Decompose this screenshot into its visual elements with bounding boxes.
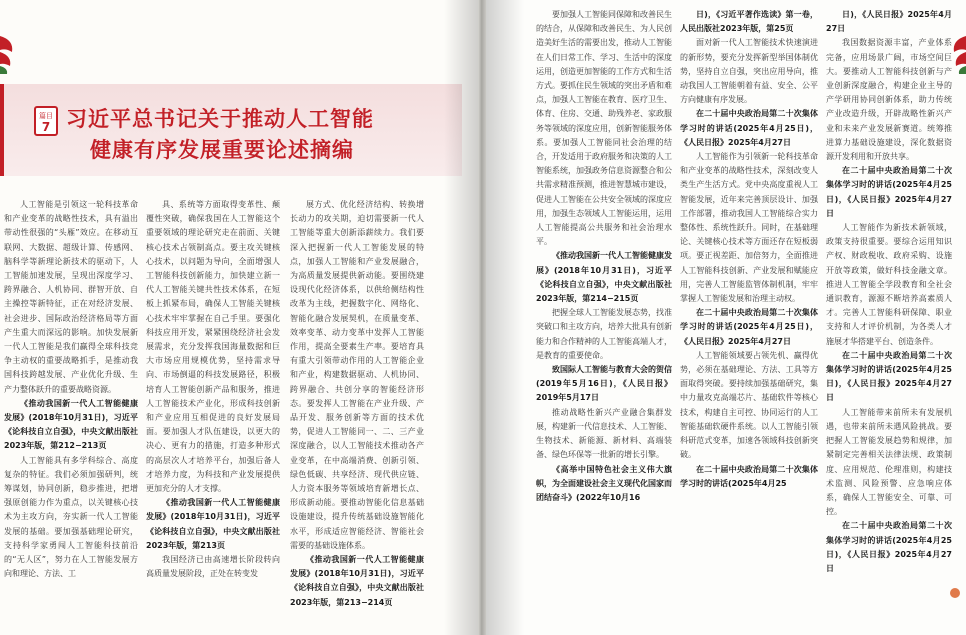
quote-paragraph: 推动战略性新兴产业融合集群发展，构建新一代信息技术、人工智能、生物技术、新能源、新材料、高端装备、绿色环保等一批新的增长引擎。 <box>536 407 672 460</box>
quote-paragraph: 展方式、优化经济结构、转换增长动力的攻关期，迫切需要新一代人工智能等重大创新添薪续力。我们要深入把握新一代人工智能发展的特点，加强人工智能和产业发展融合，为高质量发展提供新动能。要围绕建设现代化经济体系，以供给侧结构性改革为主线，把握数字化、网络化、智能化融合发展契机，在质量变革、效率变革、动力变革中发挥人工智能作用，提高全要素生产率。要培育具有重大引领带动作用的人工智能企业和产业，构建数据驱动、人机协同、跨界融合、共创分享的智能经济形态。要发挥人工智能在产业升级、产品开发、服务创新等方面的技术优势，促进人工智能同一、二、三产业深度融合，以人工智能技术推动各产业变革，在中高端消费、创新引领、绿色低碳、共享经济、现代供应链、人力资本服务等领域培育新增长点、形成新动能。要推动智能化信息基础设施建设，提升传统基础设施智能化水平，形成适应智能经济、智能社会需要的基础设施体系。 <box>290 200 424 550</box>
quote-paragraph: 我国数据资源丰富，产业体系完备，应用场景广阔，市场空间巨大。要推动人工智能科技创新与产业创新深度融合，构建企业主导的产学研用协同创新体系，助力传统产业改造升级，开辟战略性新兴产业和未来产业发展新赛道。统筹推进算力基础设施建设，深化数据资源开发利用和开放共享。 <box>826 38 952 162</box>
left-column-2 <box>146 198 280 635</box>
left-page <box>0 0 478 635</box>
citation-paragraph: 致国际人工智能与教育大会的贺信(2019年5月16日)，《人民日报》2019年5月17日 <box>536 365 672 403</box>
right-page <box>486 0 966 635</box>
citation-paragraph: 《高举中国特色社会主义伟大旗帜，为全面建设社会主义现代化国家而团结奋斗》(2022年10月16 <box>536 464 672 502</box>
quote-paragraph: 我国经济已由高速增长阶段转向高质量发展阶段，正处在转变发 <box>146 555 280 579</box>
quote-paragraph: 面对新一代人工智能技术快速演进的新形势，要充分发挥新型举国体制优势，坚持自立自强，突出应用导向，推动我国人工智能朝着有益、安全、公平方向健康有序发展。 <box>680 38 818 105</box>
quote-paragraph: 人工智能具有多学科综合、高度复杂的特征。我们必须加强研判，统筹谋划，协同创新，稳步推进，把增强原创能力作为重点，以关键核心技术为主攻方向，夯实新一代人工智能发展的基础。要加强基础理论研究，支持科学家勇闯人工智能科技前沿的“无人区”，努力在人工智能发展方向和理论、方法、工 <box>4 455 138 579</box>
badge-text: 篇目 <box>39 112 53 120</box>
citation-paragraph: 日)，《人民日报》2025年4月27日 <box>826 10 952 34</box>
citation-paragraph: 《推动我国新一代人工智能健康发展》(2018年10月31日)，习近平《论科技自立自强》，中央文献出版社2023年版，第213页 <box>146 498 280 550</box>
right-column-2 <box>680 8 818 633</box>
citation-paragraph: 《推动我国新一代人工智能健康发展》(2018年10月31日)，习近平《论科技自立自强》，中央文献出版社2023年版，第213−214页 <box>290 555 424 607</box>
title-line-2: 健康有序发展重要论述摘编 <box>90 138 354 162</box>
quote-paragraph: 人工智能带来前所未有发展机遇，也带来前所未遇风险挑战。要把握人工智能发展趋势和规律，加紧制定完善相关法律法规、政策制度、应用规范、伦理准则，构建技术监测、风险预警、应急响应体系，确保人工智能安全、可靠、可控。 <box>826 407 952 517</box>
section-badge <box>34 106 58 136</box>
citation-paragraph: 在二十届中央政治局第二十次集体学习时的讲话(2025年4月25 <box>680 464 818 488</box>
quote-paragraph: 人工智能是引领这一轮科技革命和产业变革的战略性技术，具有溢出带动性很强的“头雁”效应。在移动互联网、大数据、超级计算、传感网、脑科学等新理论新技术的驱动下，人工智能加速发展，呈现出深度学习、跨界融合、人机协同、群智开放、自主操控等新特征，正在对经济发展、社会进步、国际政治经济格局等方面产生重大而深远的影响。加快发展新一代人工智能是我们赢得全球科技竞争主动权的重要战略抓手，是推动我国科技跨越发展、产业优化升级、生产力整体跃升的重要战略资源。 <box>4 200 138 394</box>
quote-paragraph: 具、系统等方面取得变革性、颠覆性突破，确保我国在人工智能这个重要领域的理论研究走在前面、关键核心技术占领制高点。要主攻关键核心技术，以问题为导向，全面增强人工智能科技创新能力，加快建立新一代人工智能关键共性技术体系，在短板上抓紧布局，确保人工智能关键核心技术牢牢掌握在自己手里。要强化科技应用开发，紧紧围绕经济社会发展需求，充分发挥我国海量数据和巨大市场应用规模优势，坚持需求导向、市场倒逼的科技发展路径，积极培育人工智能创新产品和服务，推进人工智能技术产业化，形成科技创新和产业应用互相促进的良好发展局面。要加强人才队伍建设，以更大的决心、更有力的措施，打造多种形式的高层次人才培养平台，加强后备人才培养力度，为科技和产业发展提供更加充分的人才支撑。 <box>146 200 280 494</box>
citation-paragraph: 在二十届中央政治局第二十次集体学习时的讲话(2025年4月25日)，《人民日报》2025年4月27日 <box>680 109 818 147</box>
citation-paragraph: 在二十届中央政治局第二十次集体学习时的讲话(2025年4月25日)，《人民日报》2025年4月27日 <box>826 521 952 573</box>
left-column-3 <box>290 198 424 635</box>
citation-paragraph: 日)，《习近平著作选读》第一卷，人民出版社2023年版，第25页 <box>680 10 818 34</box>
quote-paragraph: 人工智能作为新技术新领域，政策支持很重要。要综合运用知识产权、财政税收、政府采购、设施开放等政策，做好科技金融文章。推进人工智能全学段教育和全社会通识教育，源源不断培养高素质人才。完善人工智能科研保障、职业支持和人才评价机制，为各类人才施展才华搭建平台、创造条件。 <box>826 223 952 346</box>
quote-paragraph: 人工智能作为引领新一轮科技革命和产业变革的战略性技术，深刻改变人类生产生活方式。党中央高度重视人工智能发展，近年来完善顶层设计、加强工作部署，推动我国人工智能综合实力整体性、系统性跃升。同时，在基础理论、关键核心技术等方面还存在短板弱项。要正视差距、加倍努力，全面推进人工智能科技创新、产业发展和赋能应用，完善人工智能监管体制机制，牢牢掌握人工智能发展和治理主动权。 <box>680 152 818 304</box>
page-title <box>66 104 426 166</box>
citation-paragraph: 在二十届中央政治局第二十次集体学习时的讲话(2025年4月25日)，《人民日报》2025年4月27日 <box>680 308 818 346</box>
citation-paragraph: 《推动我国新一代人工智能健康发展》(2018年10月31日)，习近平《论科技自立自强》，中央文献出版社2023年版，第212−213页 <box>4 398 138 451</box>
page-number-marker-icon <box>950 588 960 598</box>
right-column-3 <box>826 8 952 633</box>
book-gutter <box>478 0 486 635</box>
right-flower-icon <box>950 30 966 76</box>
citation-paragraph: 在二十届中央政治局第二十次集体学习时的讲话(2025年4月25日)，《人民日报》2025年4月27日 <box>826 350 952 403</box>
left-column-1 <box>4 198 138 635</box>
left-flower-icon <box>0 30 16 76</box>
title-line-1: 习近平总书记关于推动人工智能 <box>66 107 374 131</box>
citation-paragraph: 在二十届中央政治局第二十次集体学习时的讲话(2025年4月25日)，《人民日报》2025年4月27日 <box>826 166 952 218</box>
page-curl-shadow <box>486 0 524 635</box>
badge-number: 7 <box>41 120 51 134</box>
quote-paragraph: 要加强人工智能同保障和改善民生的结合，从保障和改善民生、为人民创造美好生活的需要出发，推动人工智能在人们日常工作、学习、生活中的深度运用，创造更加智能的工作方式和生活方式。要抓住民生领域的突出矛盾和难点，加强人工智能在教育、医疗卫生、体育、住房、交通、助残养老、家政服务等领域的深度应用，创新智能服务体系。要加强人工智能同社会治理的结合，开发适用于政府服务和决策的人工智能系统，加强政务信息资源整合和公共需求精准预测，推进智慧城市建设，促进人工智能在公共安全领域的深度应用，加强生态领域人工智能运用，运用人工智能提高公共服务和社会治理水平。 <box>536 10 672 247</box>
citation-paragraph: 《推动我国新一代人工智能健康发展》(2018年10月31日)，习近平《论科技自立自强》，中央文献出版社2023年版，第214−215页 <box>536 251 672 304</box>
quote-paragraph: 把握全球人工智能发展态势，找准突破口和主攻方向，培养大批具有创新能力和合作精神的人工智能高端人才，是教育的重要使命。 <box>536 308 672 360</box>
right-column-1 <box>536 8 672 633</box>
quote-paragraph: 人工智能领域要占领先机、赢得优势，必须在基础理论、方法、工具等方面取得突破。要持续加强基础研究，集中力量攻克高端芯片、基础软件等核心技术，构建自主可控、协同运行的人工智能基础软硬件系统。以人工智能引领科研范式变革，加速各领域科技创新突破。 <box>680 350 818 460</box>
